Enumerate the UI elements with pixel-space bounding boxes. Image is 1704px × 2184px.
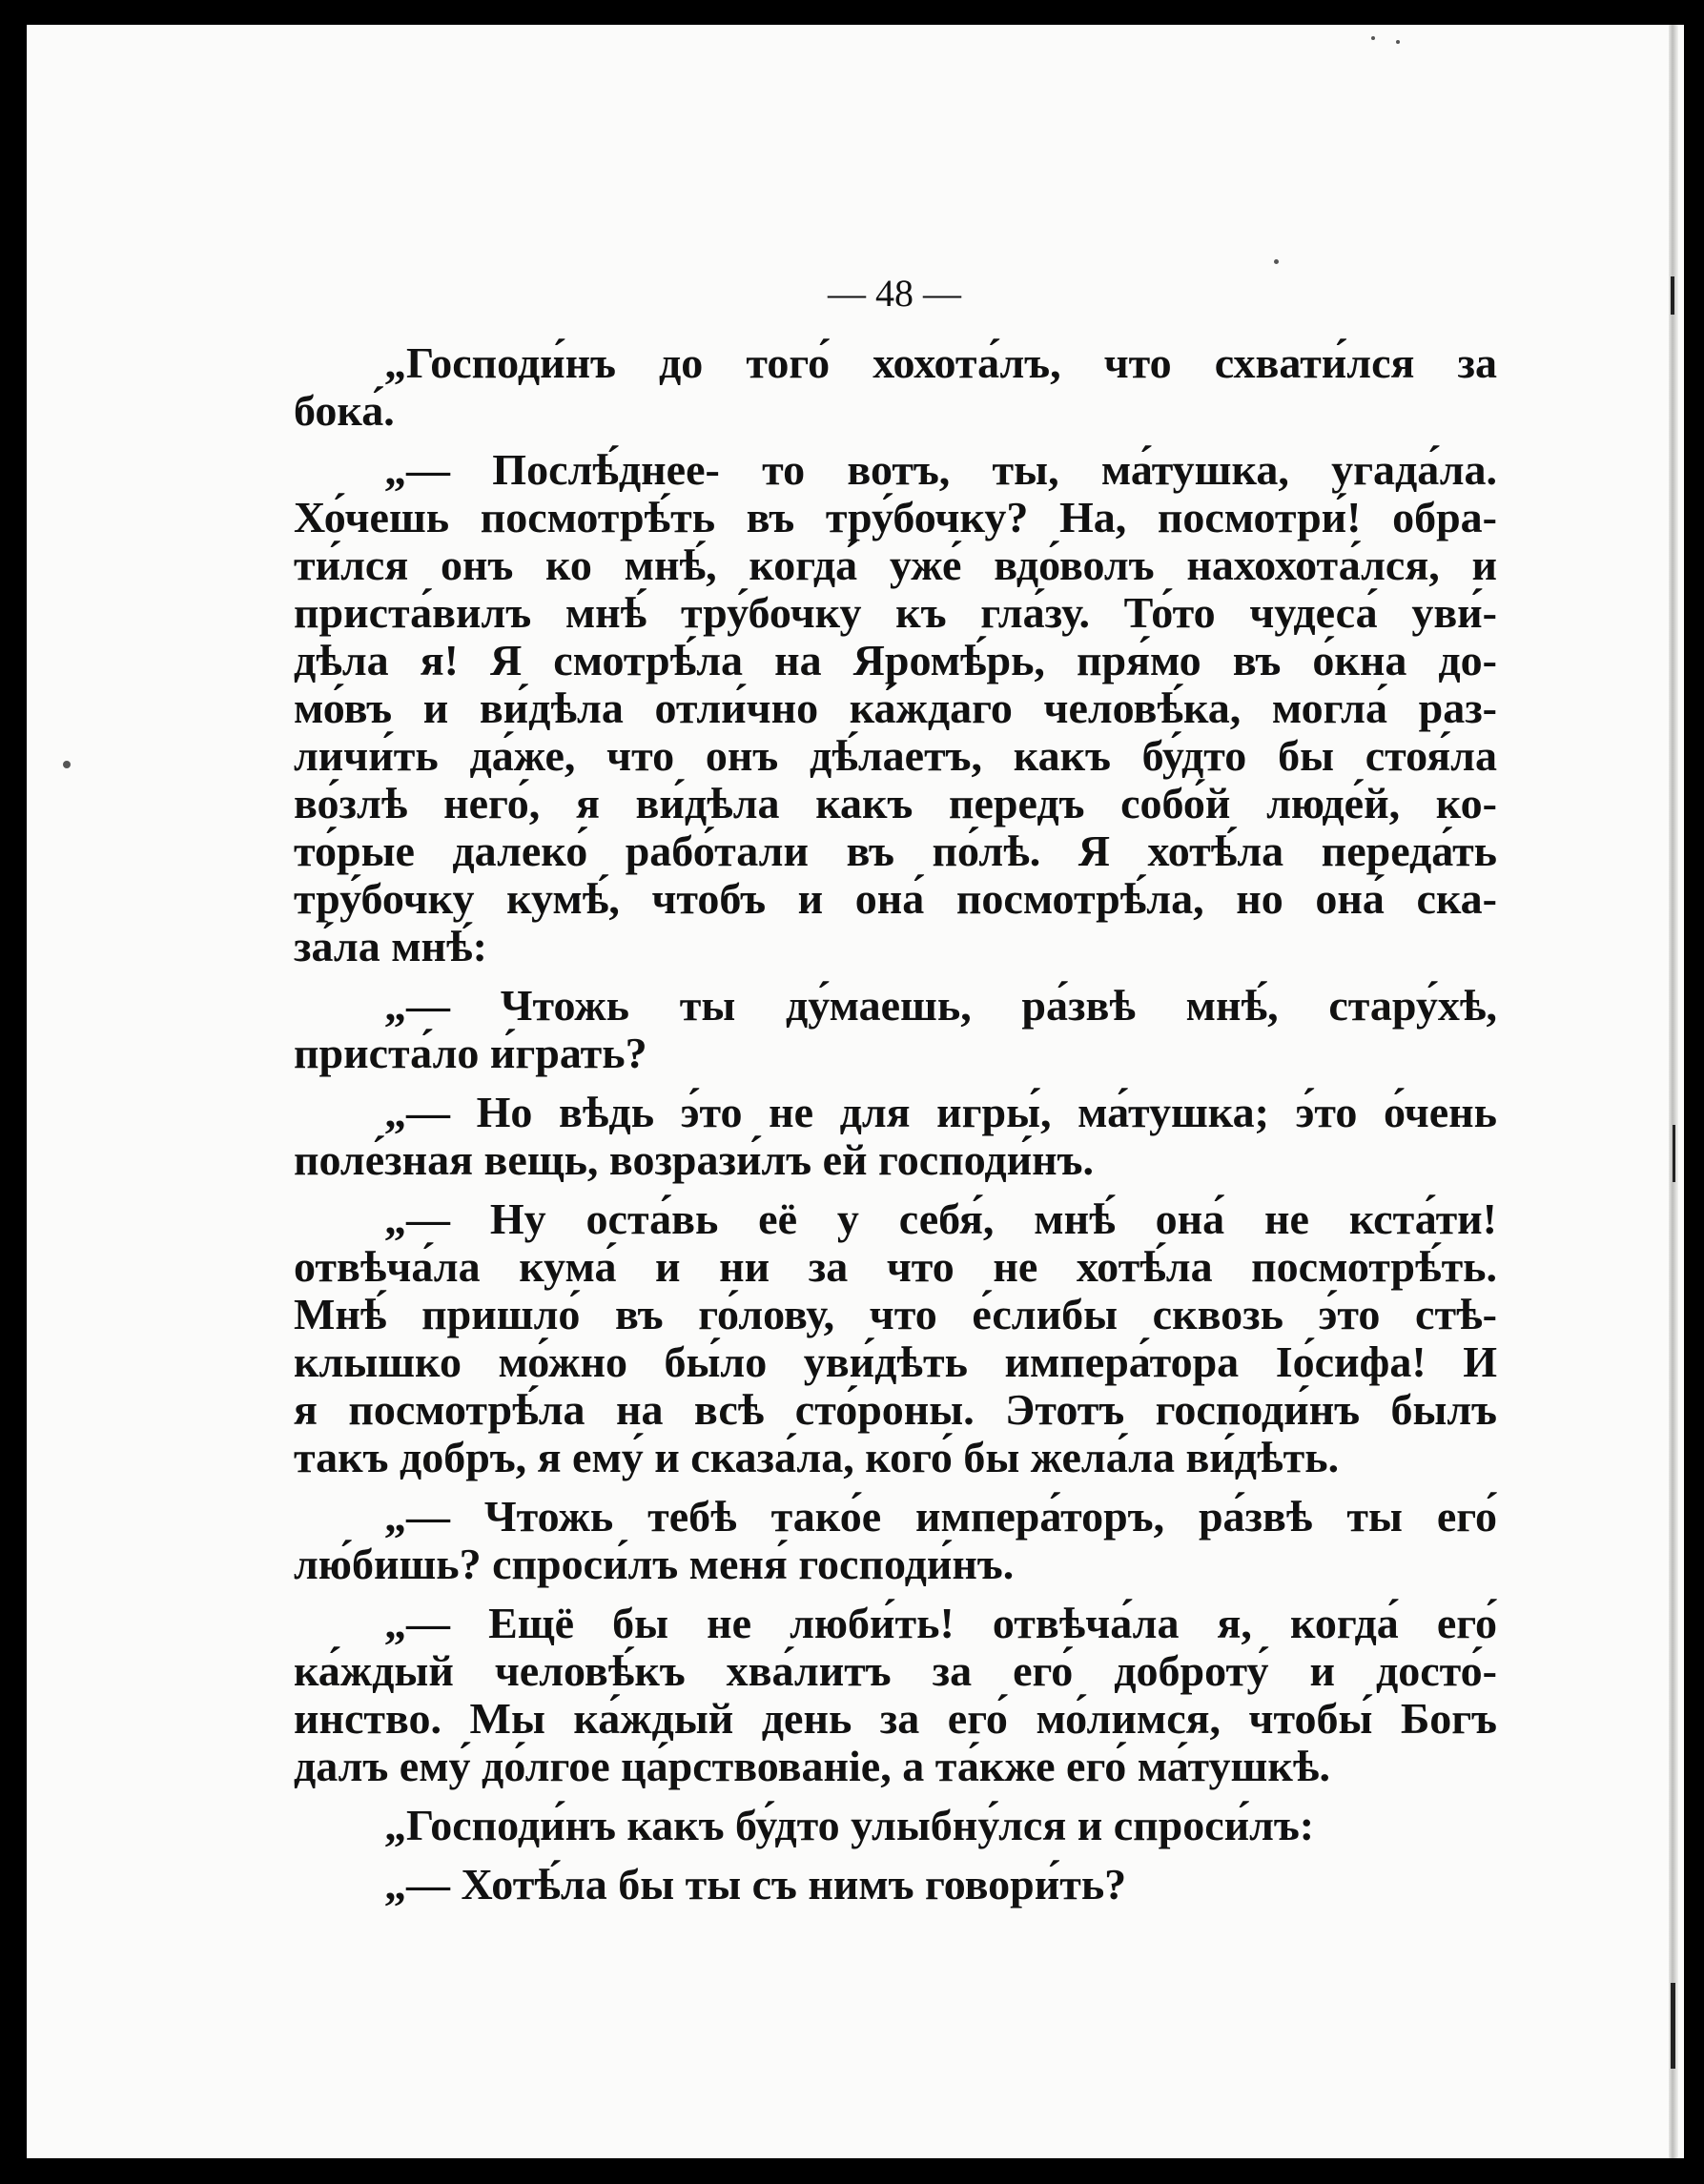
text-line: „— Чтожь тебѣ тако́е импера́торъ, ра́звѣ ты его́ [384,1492,1497,1541]
text-line: клышко мо́жно бы́ло уви́дѣть импера́тора Іо́сифа! И [294,1337,1497,1386]
text-line: я посмотрѣ́ла на всѣ сто́роны. Этотъ господи́нъ былъ [294,1385,1497,1434]
paragraph [294,1195,1497,1481]
paragraph [294,1861,1497,1908]
edge-mark [1671,1983,1675,2069]
text-line: во́злѣ него́, я ви́дѣла какъ передъ собо́й люде́й, ко- [294,779,1497,827]
dust-speck [1371,36,1375,40]
text-line: мо́въ и ви́дѣла отли́чно ка́ждаго человѣ́ка, могла́ раз- [294,684,1497,732]
paragraph [294,1089,1497,1184]
dust-speck [1274,259,1279,264]
body-text [294,339,1497,1920]
text-line: дѣла я! Я смотрѣ́ла на Яромѣ́рь, пря́мо въ о́кна до- [294,636,1497,684]
dust-speck [1396,40,1400,44]
book-page [27,25,1684,2158]
text-line: то́рые далеко́ рабо́тали въ по́лѣ. Я хотѣ́ла переда́ть [294,827,1497,875]
paragraph [294,1600,1497,1790]
edge-mark [1673,1125,1675,1182]
text-line: ка́ждый человѣ́къ хва́литъ за его́ доброту́ и досто́- [294,1646,1497,1695]
page-edge-shadow [1669,25,1678,2158]
text-line: приста́вилъ мнѣ́ тру́бочку къ гла́зу. То́то чудеса́ уви́- [294,588,1497,637]
text-line: Хо́чешь посмотрѣ́ть въ тру́бочку? На, посмотри́! обра- [294,493,1497,541]
text-line: далъ ему́ до́лгое ца́рствованіе, а та́кже его́ ма́тушкѣ. [294,1742,1330,1790]
text-line: такъ добръ, я ему́ и сказа́ла, кого́ бы жела́ла ви́дѣть. [294,1433,1340,1481]
paragraph [294,1493,1497,1588]
text-line: личи́ть да́же, что онъ дѣ́лаетъ, какъ бу́дто бы стоя́ла [294,731,1497,780]
text-line: Мнѣ́ пришло́ въ го́лову, что е́слибы сквозь э́то стѣ- [294,1290,1497,1338]
text-line: „Господи́нъ какъ бу́дто улыбну́лся и спроси́лъ: [384,1801,1315,1849]
edge-mark [1671,276,1674,315]
paragraph [294,339,1497,435]
text-line: „— Чтожь ты ду́маешь, ра́звѣ мнѣ́, стару́хѣ, [384,981,1497,1030]
paragraph [294,1802,1497,1849]
text-line: приста́ло и́грать? [294,1029,647,1077]
dust-speck [63,761,71,768]
page-number: — 48 — [828,272,961,315]
text-line: отвѣча́ла кума́ и ни за что не хотѣ́ла посмотрѣ́ть. [294,1242,1497,1291]
text-line: „— Ещё бы не люби́ть! отвѣча́ла я, когда́ его́ [384,1599,1497,1647]
text-line: лю́бишь? спроси́лъ меня́ господи́нъ. [294,1540,1015,1588]
text-line: инство. Мы ка́ждый день за его́ мо́лимся, чтобы́ Богъ [294,1694,1497,1743]
paragraph [294,446,1497,970]
text-line: „Господи́нъ до того́ хохота́лъ, что схвати́лся за [384,338,1497,387]
text-line: за́ла мнѣ́: [294,922,487,970]
text-line: бока́. [294,386,395,435]
paragraph [294,982,1497,1077]
text-line: „— Послѣ́днее- то вотъ, ты, ма́тушка, угада́ла. [384,445,1497,494]
text-line: „— Но вѣдь э́то не для игры́, ма́тушка; э́то о́чень [384,1088,1497,1136]
text-line: ти́лся онъ ко мнѣ́, когда́ уже́ вдо́волъ нахохота́лся, и [294,541,1497,589]
text-line: тру́бочку кумѣ́, чтобъ и она́ посмотрѣ́ла, но она́ ска- [294,874,1497,923]
text-line: „— Хотѣ́ла бы ты съ нимъ говори́ть? [384,1860,1127,1908]
text-line: „— Ну оста́вь её у себя́, мнѣ́ она́ не кста́ти! [384,1194,1497,1243]
text-line: поле́зная вещь, возрази́лъ ей господи́нъ. [294,1135,1094,1184]
